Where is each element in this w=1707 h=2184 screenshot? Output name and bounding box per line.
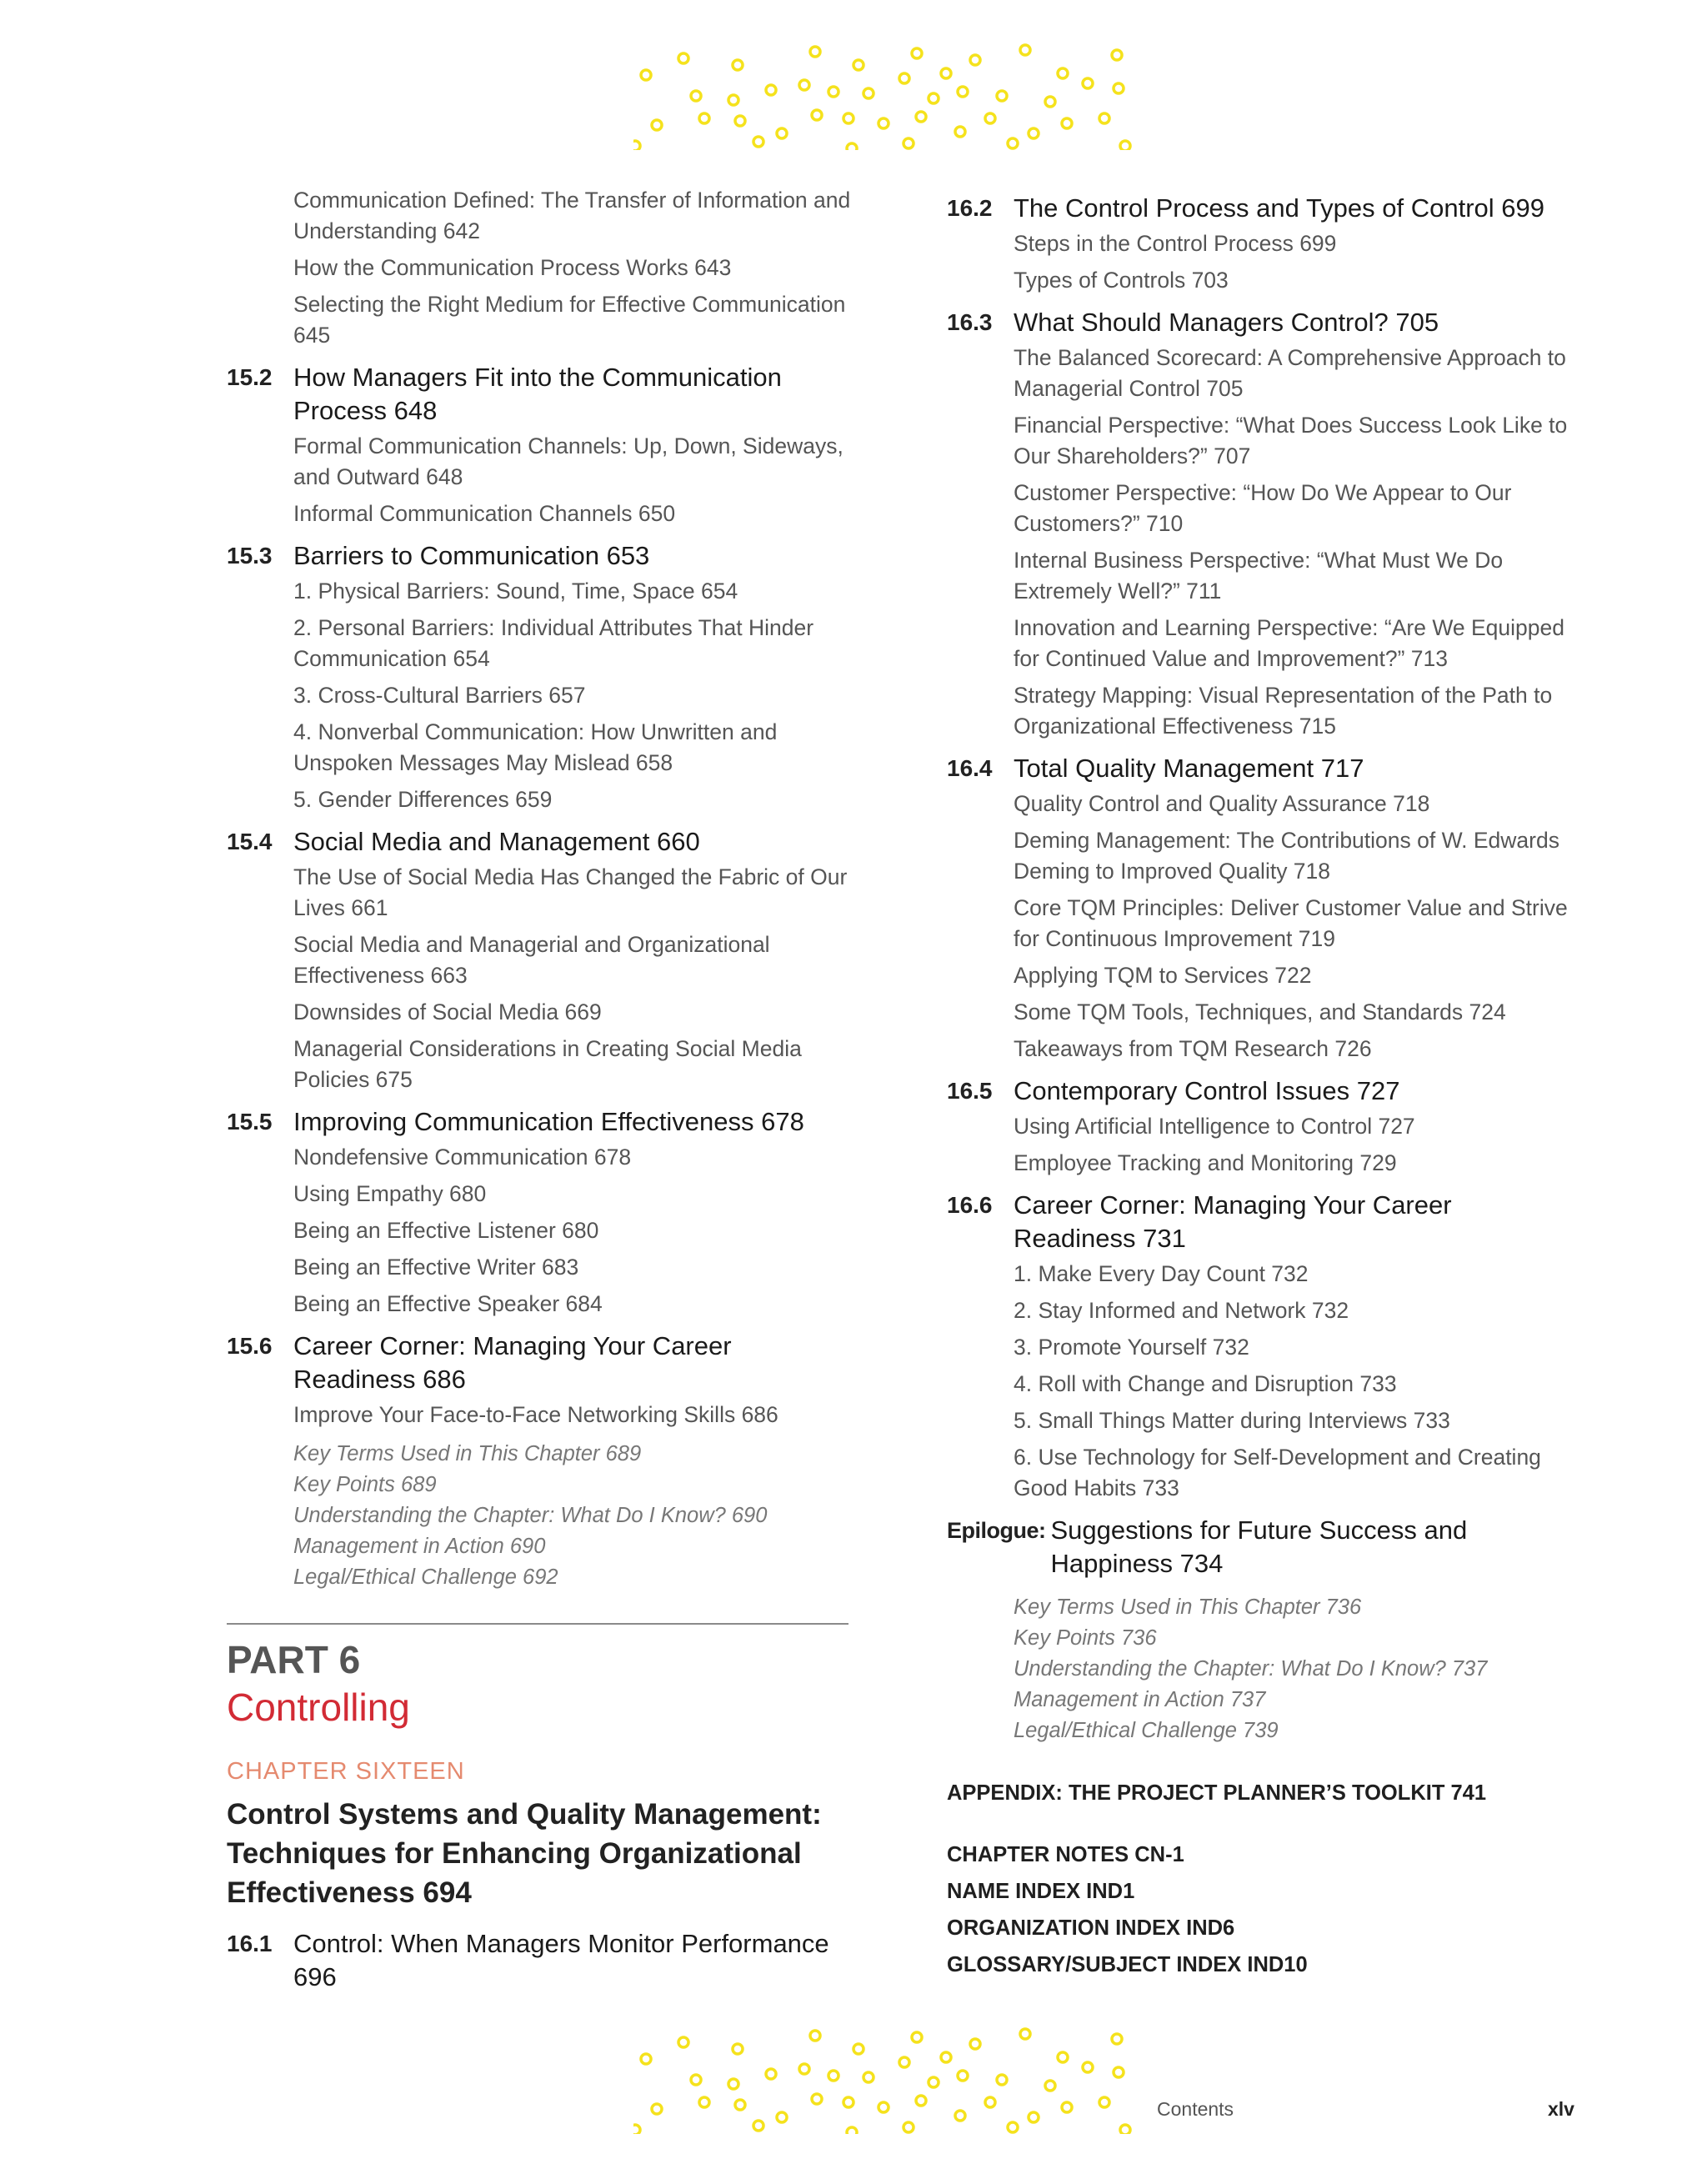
decorative-dots-bottom xyxy=(633,2026,1134,2134)
section-number: 15.6 xyxy=(227,1333,273,1359)
section-number: 16.6 xyxy=(947,1192,993,1218)
decorative-dot xyxy=(728,95,738,105)
decorative-dot xyxy=(879,2102,889,2112)
toc-subsection[interactable]: Innovation and Learning Perspective: “Are We Equipped for Continued Value and Improvement?” 713 xyxy=(1014,615,1564,671)
toc-section-16-5[interactable] xyxy=(947,1074,1580,1108)
decorative-dot xyxy=(1029,128,1039,138)
toc-section-15-3[interactable] xyxy=(227,539,860,573)
end-matter-item[interactable]: Key Terms Used in This Chapter 689 xyxy=(293,1442,642,1465)
decorative-dot xyxy=(691,2075,701,2085)
toc-subsection[interactable]: Managerial Considerations in Creating Social Media Policies 675 xyxy=(293,1036,802,1092)
decorative-dot xyxy=(912,2032,922,2042)
decorative-dot xyxy=(904,138,914,148)
end-matter-item[interactable]: Legal/Ethical Challenge 692 xyxy=(293,1565,558,1589)
end-matter-item[interactable]: Understanding the Chapter: What Do I Know? 737 xyxy=(1014,1657,1488,1681)
toc-subsection[interactable]: Formal Communication Channels: Up, Down, Sideways, and Outward 648 xyxy=(293,433,843,489)
decorative-dot xyxy=(652,120,662,130)
decorative-dot xyxy=(941,68,951,78)
subsection-list xyxy=(1014,1111,1580,1179)
decorative-dot xyxy=(847,143,857,150)
toc-subsection[interactable]: Types of Controls 703 xyxy=(1014,268,1229,293)
decorative-dot xyxy=(1062,118,1072,128)
subsection-list xyxy=(293,1142,860,1320)
toc-section-15-5[interactable] xyxy=(227,1105,860,1139)
back-matter-item[interactable]: NAME INDEX IND1 xyxy=(947,1880,1135,1903)
lead-subsection-list xyxy=(293,185,860,351)
decorative-dot xyxy=(904,2122,914,2132)
decorative-dot xyxy=(735,116,745,126)
decorative-dot xyxy=(941,2052,951,2062)
decorative-dot xyxy=(766,2069,776,2079)
decorative-dot xyxy=(828,2071,838,2081)
decorative-dot xyxy=(777,128,787,138)
right-section-list xyxy=(947,192,1580,1504)
decorative-dot xyxy=(1083,78,1093,88)
decorative-dot xyxy=(728,2079,738,2089)
decorative-dot xyxy=(753,137,763,147)
decorative-dot xyxy=(955,2111,965,2121)
subsection-list xyxy=(1014,343,1580,742)
toc-subsection[interactable]: Being an Effective Listener 680 xyxy=(293,1218,599,1243)
section-number: 15.5 xyxy=(227,1109,273,1135)
section-number: 16.4 xyxy=(947,755,993,781)
back-matter-item[interactable]: ORGANIZATION INDEX IND6 xyxy=(947,1916,1235,1940)
section-title: How Managers Fit into the Communication Process 648 xyxy=(293,363,782,425)
toc-subsection[interactable]: Deming Management: The Contributions of W. Edwards Deming to Improved Quality 718 xyxy=(1014,828,1559,884)
toc-subsection[interactable]: Takeaways from TQM Research 726 xyxy=(1014,1036,1372,1061)
toc-subsection[interactable]: Downsides of Social Media 669 xyxy=(293,999,602,1024)
toc-section-15-6[interactable] xyxy=(227,1330,860,1396)
end-matter-item[interactable]: Key Points 689 xyxy=(293,1473,437,1496)
toc-subsection[interactable]: 3. Cross-Cultural Barriers 657 xyxy=(293,683,586,708)
decorative-dot xyxy=(899,73,909,83)
decorative-dot xyxy=(997,2075,1007,2085)
decorative-dot xyxy=(678,2037,688,2047)
decorative-dot xyxy=(970,55,980,65)
decorative-dot xyxy=(691,91,701,101)
toc-subsection[interactable]: The Balanced Scorecard: A Comprehensive Approach to Managerial Control 705 xyxy=(1014,345,1566,401)
back-matter-item[interactable]: CHAPTER NOTES CN-1 xyxy=(947,1843,1184,1866)
decorative-dot xyxy=(766,85,776,95)
decorative-dot xyxy=(1058,2052,1068,2062)
section-title: Social Media and Management 660 xyxy=(293,827,700,856)
epilogue-label: Epilogue: xyxy=(947,1518,1046,1543)
toc-subsection[interactable]: 5. Gender Differences 659 xyxy=(293,787,553,812)
decorative-dot xyxy=(1114,83,1124,93)
toc-section-16-4[interactable] xyxy=(947,752,1580,785)
toc-section-16-2[interactable] xyxy=(947,192,1580,225)
toc-subsection[interactable]: Employee Tracking and Monitoring 729 xyxy=(1014,1150,1397,1175)
section-title: The Control Process and Types of Control 699 xyxy=(1014,193,1544,223)
toc-subsection[interactable]: 2. Stay Informed and Network 732 xyxy=(1014,1298,1349,1323)
toc-subsection[interactable]: 4. Roll with Change and Disruption 733 xyxy=(1014,1371,1397,1396)
section-number: 15.3 xyxy=(227,543,273,569)
toc-subsection[interactable]: Informal Communication Channels 650 xyxy=(293,501,676,526)
decorative-dot xyxy=(1029,2112,1039,2122)
decorative-dot xyxy=(652,2104,662,2114)
toc-appendix[interactable]: APPENDIX: THE PROJECT PLANNER’S TOOLKIT 741 xyxy=(947,1781,1487,1805)
decorative-dot xyxy=(1062,2102,1072,2112)
back-matter-list xyxy=(947,1836,1580,1983)
decorative-dot xyxy=(799,2064,809,2074)
toc-left-column xyxy=(227,182,860,1994)
decorative-dot xyxy=(958,2071,968,2081)
toc-subsection[interactable]: Selecting the Right Medium for Effective Communication 645 xyxy=(293,292,846,348)
decorative-dot xyxy=(916,2096,926,2106)
toc-subsection[interactable]: Being an Effective Speaker 684 xyxy=(293,1291,603,1316)
decorative-dot xyxy=(1120,141,1130,150)
decorative-dot xyxy=(1058,68,1068,78)
decorative-dot xyxy=(955,127,965,137)
section-title: Career Corner: Managing Your Career Readiness 731 xyxy=(1014,1190,1452,1253)
decorative-dot xyxy=(854,2044,864,2054)
toc-subsection[interactable]: Quality Control and Quality Assurance 718 xyxy=(1014,791,1430,816)
decorative-dot xyxy=(854,60,864,70)
decorative-dot xyxy=(699,113,709,123)
toc-subsection[interactable]: Steps in the Control Process 699 xyxy=(1014,231,1337,256)
toc-subsection[interactable]: Internal Business Perspective: “What Must We Do Extremely Well?” 711 xyxy=(1014,548,1504,604)
section-number: 16.5 xyxy=(947,1078,993,1104)
decorative-dot xyxy=(810,2031,820,2041)
decorative-dot xyxy=(641,2054,651,2064)
back-matter-item[interactable]: GLOSSARY/SUBJECT INDEX IND10 xyxy=(947,1953,1308,1976)
decorative-dot xyxy=(1112,2034,1122,2044)
toc-subsection[interactable]: 3. Promote Yourself 732 xyxy=(1014,1335,1249,1360)
toc-section-15-4[interactable] xyxy=(227,825,860,859)
toc-section-16-1[interactable] xyxy=(227,1927,860,1994)
section-title: Barriers to Communication 653 xyxy=(293,541,650,570)
decorative-dot xyxy=(733,2044,743,2054)
decorative-dot xyxy=(970,2039,980,2049)
decorative-dot xyxy=(777,2112,787,2122)
page-number: xlv xyxy=(1548,2098,1574,2120)
section-number: 15.4 xyxy=(227,829,273,854)
decorative-dot xyxy=(864,2072,874,2082)
toc-epilogue[interactable] xyxy=(947,1514,1580,1580)
section-number: 16.2 xyxy=(947,195,993,221)
part-label: PART 6 xyxy=(227,1638,361,1681)
toc-subsection[interactable]: 1. Make Every Day Count 732 xyxy=(1014,1261,1309,1286)
decorative-dot xyxy=(847,2127,857,2134)
decorative-dot xyxy=(1020,2029,1030,2039)
toc-subsection[interactable]: 2. Personal Barriers: Individual Attributes That Hinder Communication 654 xyxy=(293,615,814,671)
decorative-dot xyxy=(1008,2122,1018,2132)
part-title: Controlling xyxy=(227,1686,410,1729)
decorative-dot xyxy=(1020,45,1030,55)
epilogue-title: Suggestions for Future Success and Happiness 734 xyxy=(1050,1515,1468,1578)
section-number: 16.1 xyxy=(227,1931,273,1956)
end-matter-item[interactable]: Key Points 736 xyxy=(1014,1626,1157,1650)
toc-subsection[interactable]: The Use of Social Media Has Changed the Fabric of Our Lives 661 xyxy=(293,864,848,920)
subsection-list xyxy=(293,431,860,529)
section-title: What Should Managers Control? 705 xyxy=(1014,308,1439,337)
chapter-16-end-matter xyxy=(1014,1592,1580,1746)
decorative-dot xyxy=(1099,2097,1109,2107)
toc-subsection[interactable]: Financial Perspective: “What Does Success Look Like to Our Shareholders?” 707 xyxy=(1014,413,1568,468)
toc-subsection[interactable]: Communication Defined: The Transfer of Information and Understanding 642 xyxy=(293,188,851,243)
toc-subsection[interactable]: Applying TQM to Services 722 xyxy=(1014,963,1312,988)
toc-subsection[interactable]: Customer Perspective: “How Do We Appear to Our Customers?” 710 xyxy=(1014,480,1512,536)
decorative-dot xyxy=(828,87,838,97)
section-title: Career Corner: Managing Your Career Readiness 686 xyxy=(293,1331,732,1394)
decorative-dot xyxy=(916,112,926,122)
toc-right-column xyxy=(947,182,1580,1983)
decorative-dot xyxy=(812,110,822,120)
toc-subsection[interactable]: Being an Effective Writer 683 xyxy=(293,1255,579,1280)
decorative-dot xyxy=(997,91,1007,101)
decorative-dot xyxy=(678,53,688,63)
decorative-dot xyxy=(1099,113,1109,123)
toc-subsection[interactable]: Some TQM Tools, Techniques, and Standards 724 xyxy=(1014,999,1506,1024)
decorative-dot xyxy=(1112,50,1122,60)
toc-subsection[interactable]: Using Empathy 680 xyxy=(293,1181,487,1206)
part-divider xyxy=(227,1623,848,1625)
decorative-dot xyxy=(985,2097,995,2107)
end-matter-item[interactable]: Legal/Ethical Challenge 739 xyxy=(1014,1719,1279,1742)
decorative-dot xyxy=(929,93,939,103)
decorative-dot xyxy=(799,80,809,90)
end-matter-item[interactable]: Key Terms Used in This Chapter 736 xyxy=(1014,1595,1362,1619)
decorative-dot xyxy=(641,70,651,80)
toc-subsection[interactable]: Core TQM Principles: Deliver Customer Value and Strive for Continuous Improvement 719 xyxy=(1014,895,1568,951)
section-title: Control: When Managers Monitor Performance 696 xyxy=(293,1929,829,1991)
chapter-15-end-matter xyxy=(293,1439,860,1593)
toc-subsection[interactable]: Strategy Mapping: Visual Representation of the Path to Organizational Effectiveness 715 xyxy=(1014,683,1553,739)
decorative-dot xyxy=(1008,138,1018,148)
decorative-dot xyxy=(733,60,743,70)
subsection-list xyxy=(1014,789,1580,1064)
subsection-list xyxy=(293,862,860,1095)
decorative-dot xyxy=(899,2057,909,2067)
toc-subsection[interactable]: 1. Physical Barriers: Sound, Time, Space 654 xyxy=(293,579,738,604)
toc-subsection[interactable]: 6. Use Technology for Self-Development and Creating Good Habits 733 xyxy=(1014,1445,1541,1500)
toc-subsection[interactable]: How the Communication Process Works 643 xyxy=(293,255,732,280)
toc-section-16-3[interactable] xyxy=(947,306,1580,339)
decorative-dot xyxy=(912,48,922,58)
decorative-dot xyxy=(879,118,889,128)
decorative-dot xyxy=(633,141,640,150)
section-title: Improving Communication Effectiveness 678 xyxy=(293,1107,804,1136)
decorative-dot xyxy=(929,2077,939,2087)
toc-section-16-6[interactable] xyxy=(947,1189,1580,1255)
subsection-list xyxy=(1014,228,1580,296)
toc-subsection[interactable]: Nondefensive Communication 678 xyxy=(293,1145,632,1170)
toc-section-15-2[interactable] xyxy=(227,361,860,428)
decorative-dot xyxy=(810,47,820,57)
subsection-list xyxy=(1014,1259,1580,1504)
toc-subsection[interactable]: 5. Small Things Matter during Interviews 733 xyxy=(1014,1408,1450,1433)
decorative-dot xyxy=(699,2097,709,2107)
chapter-title: Control Systems and Quality Management: Techniques for Enhancing Organizational Effectiveness 694 xyxy=(227,1798,822,1909)
footer-label: Contents xyxy=(1157,2098,1234,2120)
decorative-dot xyxy=(958,87,968,97)
decorative-dot xyxy=(843,2097,854,2107)
decorative-dots-top xyxy=(633,42,1134,150)
decorative-dot xyxy=(843,113,854,123)
end-matter-item[interactable]: Management in Action 737 xyxy=(1014,1688,1266,1711)
decorative-dot xyxy=(812,2094,822,2104)
decorative-dot xyxy=(1045,2081,1055,2091)
toc-subsection[interactable]: Using Artificial Intelligence to Control 727 xyxy=(1014,1114,1415,1139)
end-matter-item[interactable]: Management in Action 690 xyxy=(293,1535,546,1558)
section-number: 16.3 xyxy=(947,309,993,335)
decorative-dot xyxy=(864,88,874,98)
toc-subsection[interactable]: 4. Nonverbal Communication: How Unwritten and Unspoken Messages May Mislead 658 xyxy=(293,719,778,775)
toc-subsection[interactable]: Improve Your Face-to-Face Networking Skills 686 xyxy=(293,1402,778,1427)
end-matter-item[interactable]: Understanding the Chapter: What Do I Know? 690 xyxy=(293,1504,768,1527)
decorative-dot xyxy=(753,2121,763,2131)
decorative-dot xyxy=(1120,2125,1130,2134)
toc-subsection[interactable]: Social Media and Managerial and Organizational Effectiveness 663 xyxy=(293,932,770,988)
section-number: 15.2 xyxy=(227,364,273,390)
section-title: Total Quality Management 717 xyxy=(1014,754,1364,783)
decorative-dot xyxy=(1114,2067,1124,2077)
decorative-dot xyxy=(1083,2062,1093,2072)
decorative-dot xyxy=(735,2100,745,2110)
subsection-list xyxy=(293,1400,860,1430)
decorative-dot xyxy=(633,2125,640,2134)
left-section-list xyxy=(227,361,860,1430)
chapter-label: CHAPTER SIXTEEN xyxy=(227,1758,465,1785)
decorative-dot xyxy=(985,113,995,123)
subsection-list xyxy=(293,576,860,815)
section-title: Contemporary Control Issues 727 xyxy=(1014,1076,1400,1105)
decorative-dot xyxy=(1045,97,1055,107)
